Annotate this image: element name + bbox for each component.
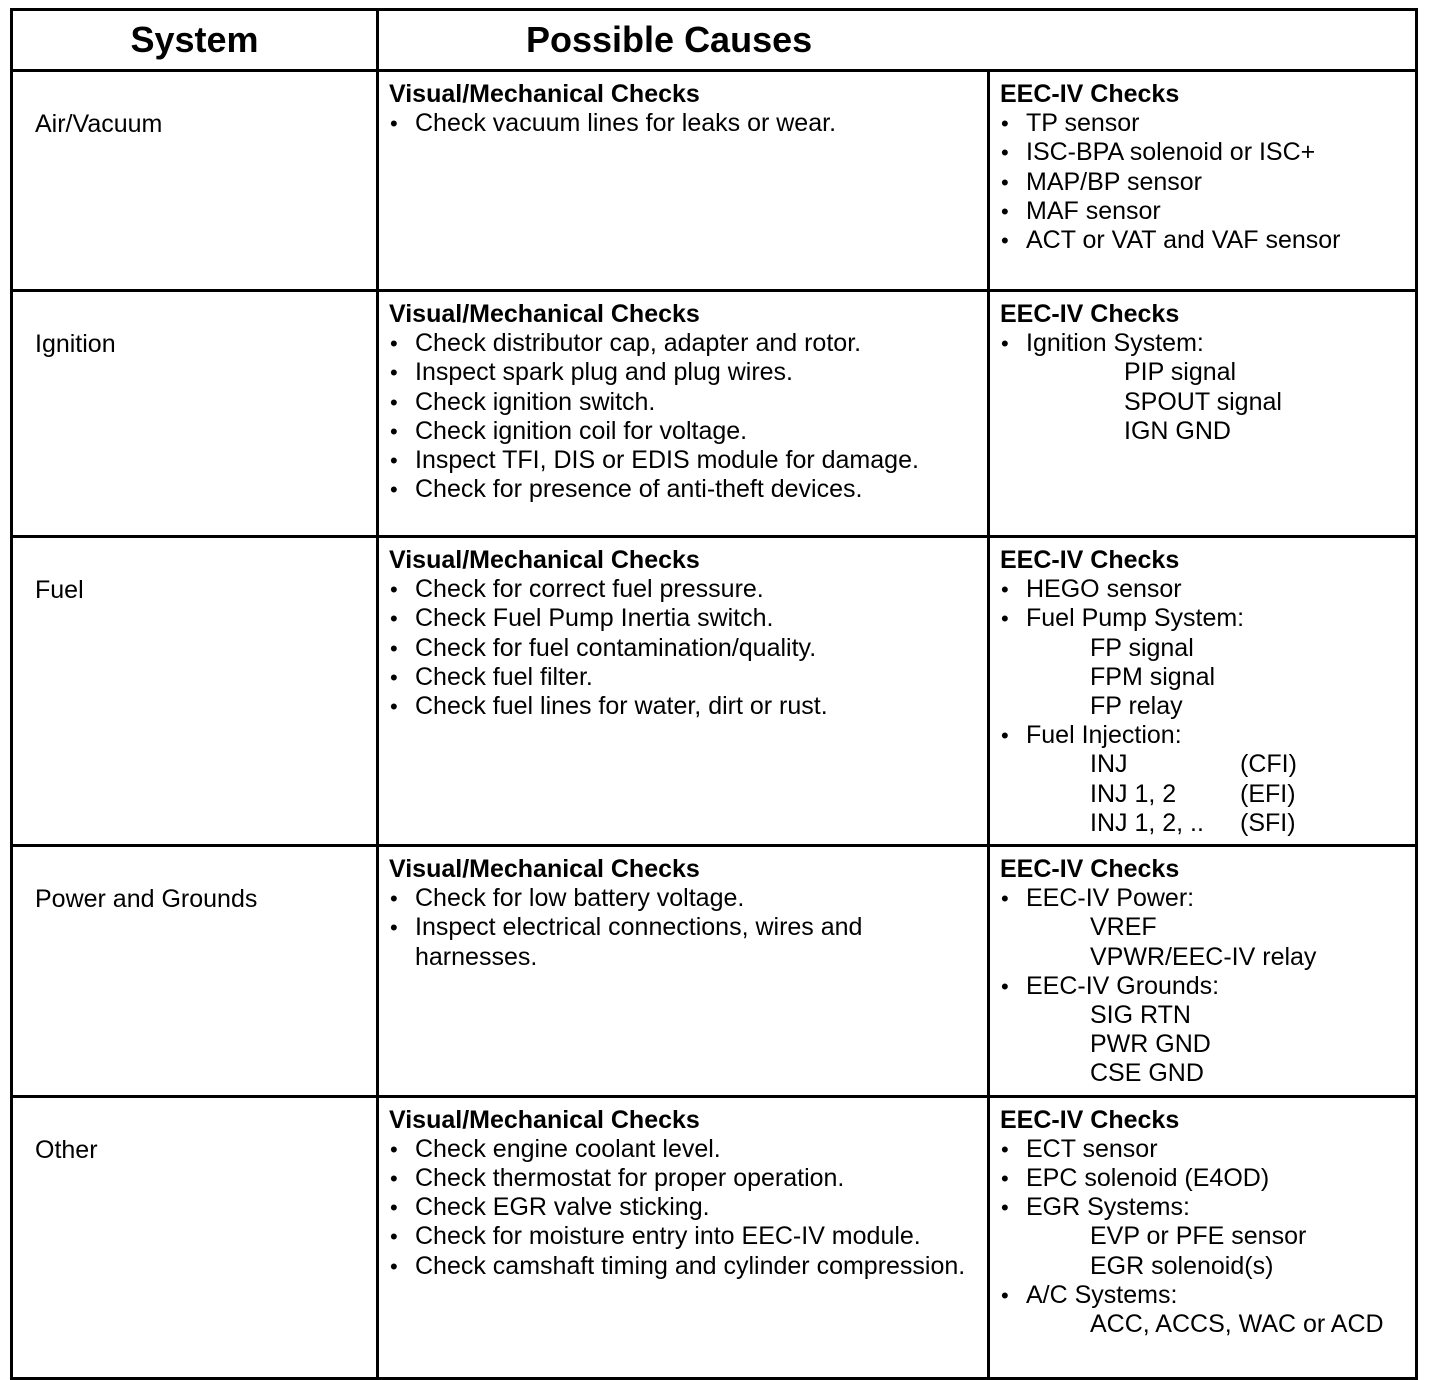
eec-sub-item: ACC, ACCS, WAC or ACD: [1090, 1310, 1384, 1339]
eec-checks-list: [1000, 1135, 1409, 1339]
visual-check-item: • Inspect electrical connections, wires and harnesses.: [389, 913, 981, 971]
eec-sub-item: SIG RTN: [1090, 1001, 1191, 1030]
system-cell: Other: [12, 1096, 378, 1378]
visual-checks-cell: [378, 846, 989, 1097]
visual-check-item: • Check for presence of anti-theft devices.: [389, 475, 981, 504]
visual-check-item: • Check for correct fuel pressure.: [389, 575, 981, 604]
eec-check-item: [1000, 329, 1409, 446]
eec-check-item: [1000, 1164, 1409, 1193]
eec-check-label: TP sensor: [1026, 109, 1140, 138]
eec-checks-heading: EEC-IV Checks: [1000, 546, 1180, 574]
visual-check-item: • Check thermostat for proper operation.: [389, 1164, 981, 1193]
eec-checks-cell: [989, 291, 1417, 537]
eec-checks-list: [1000, 109, 1409, 255]
eec-check-item: [1000, 168, 1409, 197]
visual-check-item: • Check for low battery voltage.: [389, 884, 981, 913]
eec-check-label: EEC-IV Grounds:: [1026, 971, 1220, 1000]
visual-check-item: • Check fuel filter.: [389, 663, 981, 692]
eec-check-item: [1000, 972, 1409, 1089]
visual-check-item: • Check engine coolant level.: [389, 1135, 981, 1164]
eec-check-label: HEGO sensor: [1026, 575, 1182, 604]
eec-sub-item: SPOUT signal: [1124, 387, 1282, 416]
visual-checks-list: [389, 884, 981, 972]
visual-checks-heading: Visual/Mechanical Checks: [389, 855, 700, 884]
eec-checks-heading: EEC-IV Checks: [1000, 855, 1180, 884]
eec-sub-item: CSE GND: [1090, 1059, 1204, 1088]
eec-sub-item: FPM signal: [1090, 662, 1216, 691]
eec-check-item: [1000, 884, 1409, 972]
visual-checks-heading: Visual/Mechanical Checks: [389, 546, 700, 574]
table-row: [12, 846, 1417, 1097]
visual-check-item: • Check ignition coil for voltage.: [389, 417, 981, 446]
visual-checks-cell: [378, 291, 989, 537]
eec-check-label: Ignition System:: [1026, 329, 1204, 358]
table-row: [12, 291, 1417, 537]
eec-check-item: [1000, 109, 1409, 138]
eec-check-label: ECT sensor: [1026, 1134, 1158, 1163]
visual-checks-heading: Visual/Mechanical Checks: [389, 80, 700, 108]
visual-check-item: • Check Fuel Pump Inertia switch.: [389, 604, 981, 633]
system-cell: Fuel: [12, 537, 378, 846]
eec-check-label: ISC-BPA solenoid or ISC+: [1026, 138, 1316, 167]
visual-check-item: • Check EGR valve sticking.: [389, 1193, 981, 1222]
eec-check-item: [1000, 721, 1409, 838]
eec-sub-item: VPWR/EEC-IV relay: [1090, 942, 1317, 971]
eec-check-label: ACT or VAT and VAF sensor: [1026, 226, 1341, 255]
system-cell: Air/Vacuum: [12, 71, 378, 291]
header-row: [12, 10, 1417, 71]
eec-sub-item: PIP signal: [1124, 358, 1237, 387]
eec-sub-item: EGR solenoid(s): [1090, 1251, 1274, 1280]
eec-sub-item: EVP or PFE sensor: [1090, 1222, 1307, 1251]
visual-check-item: • Check fuel lines for water, dirt or rust.: [389, 692, 981, 721]
eec-check-label: EGR Systems:: [1026, 1193, 1190, 1222]
injection-type: (EFI): [1240, 779, 1296, 808]
possible-causes-header: Possible Causes: [378, 10, 1417, 71]
eec-checks-heading: EEC-IV Checks: [1000, 300, 1180, 328]
visual-checks-heading: Visual/Mechanical Checks: [389, 300, 700, 328]
eec-check-label: Fuel Pump System:: [1026, 604, 1245, 633]
injection-type: (CFI): [1240, 750, 1297, 779]
injector-name: INJ: [1090, 750, 1128, 779]
eec-sub-item: VREF: [1090, 913, 1157, 942]
injector-name: INJ 1, 2: [1090, 779, 1177, 808]
system-header: System: [12, 10, 378, 71]
visual-check-item: • Check ignition switch.: [389, 388, 981, 417]
eec-check-item: [1000, 1193, 1409, 1281]
system-cell: Power and Grounds: [12, 846, 378, 1097]
eec-check-label: EPC solenoid (E4OD): [1026, 1164, 1270, 1193]
eec-check-item: [1000, 226, 1409, 255]
visual-checks-list: [389, 329, 981, 504]
injection-type: (SFI): [1240, 808, 1296, 837]
visual-checks-list: [389, 575, 981, 721]
injector-name: INJ 1, 2, ..: [1090, 808, 1204, 837]
eec-sub-item: IGN GND: [1124, 416, 1231, 445]
eec-check-label: A/C Systems:: [1026, 1280, 1178, 1309]
eec-check-label: MAF sensor: [1026, 196, 1161, 225]
visual-check-item: • Check vacuum lines for leaks or wear.: [389, 109, 981, 138]
eec-check-label: Fuel Injection:: [1026, 721, 1182, 750]
visual-checks-cell: [378, 71, 989, 291]
eec-check-item: [1000, 1135, 1409, 1164]
visual-checks-heading: Visual/Mechanical Checks: [389, 1105, 700, 1134]
table-row: [12, 537, 1417, 846]
eec-checks-cell: [989, 71, 1417, 291]
table-row: [12, 71, 1417, 291]
eec-check-item: [1000, 1281, 1409, 1339]
eec-check-item: [1000, 197, 1409, 226]
eec-checks-cell: [989, 537, 1417, 846]
eec-checks-list: [1000, 329, 1409, 446]
eec-checks-cell: [989, 846, 1417, 1097]
visual-checks-list: [389, 1135, 981, 1281]
visual-check-item: • Inspect spark plug and plug wires.: [389, 358, 981, 387]
eec-sub-item: FP relay: [1090, 692, 1183, 721]
eec-checks-list: [1000, 884, 1409, 1088]
eec-checks-cell: [989, 1096, 1417, 1378]
visual-check-item: • Check distributor cap, adapter and rotor.: [389, 329, 981, 358]
eec-checks-heading: EEC-IV Checks: [1000, 1105, 1180, 1134]
diagnostic-table: [10, 8, 1418, 1380]
eec-check-label: MAP/BP sensor: [1026, 167, 1203, 196]
eec-sub-item: FP signal: [1090, 633, 1194, 662]
visual-checks-list: [389, 109, 981, 138]
eec-check-item: [1000, 138, 1409, 167]
visual-check-item: • Inspect TFI, DIS or EDIS module for damage.: [389, 446, 981, 475]
eec-sub-item: [1026, 780, 1409, 809]
eec-checks-heading: EEC-IV Checks: [1000, 80, 1180, 108]
table-row: [12, 1096, 1417, 1378]
visual-check-item: • Check for moisture entry into EEC-IV module.: [389, 1222, 981, 1251]
eec-check-item: [1000, 575, 1409, 604]
visual-checks-cell: [378, 1096, 989, 1378]
visual-check-item: • Check camshaft timing and cylinder compression.: [389, 1252, 981, 1281]
eec-checks-list: [1000, 575, 1409, 838]
visual-checks-cell: [378, 537, 989, 846]
visual-check-item: • Check for fuel contamination/quality.: [389, 634, 981, 663]
eec-sub-item: PWR GND: [1090, 1030, 1211, 1059]
eec-sub-item: [1026, 809, 1409, 838]
system-cell: Ignition: [12, 291, 378, 537]
eec-sub-item: [1026, 750, 1409, 779]
eec-check-label: EEC-IV Power:: [1026, 884, 1195, 913]
eec-check-item: [1000, 604, 1409, 721]
